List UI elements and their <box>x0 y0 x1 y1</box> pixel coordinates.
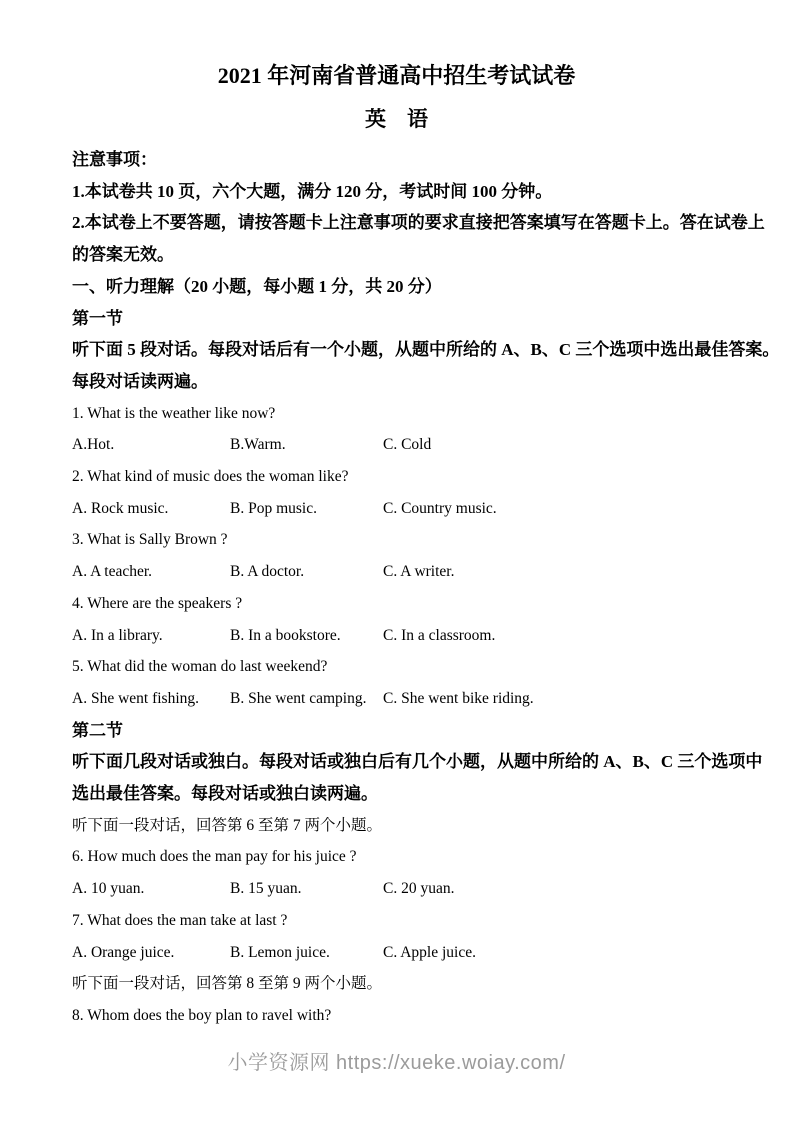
option-b: B. 15 yuan. <box>230 880 302 898</box>
option-a: A. 10 yuan. <box>72 880 145 898</box>
option-a: A. In a library. <box>72 626 163 644</box>
exam-content <box>72 0 780 1032</box>
notice-heading: 注意事项： <box>72 150 157 169</box>
part-1-instruction-line-1: 听下面 5 段对话。每段对话后有一个小题，从题中所给的 A、B、C 三个选项中选出最佳答案。 <box>72 340 780 360</box>
option-c: C. In a classroom. <box>383 626 496 644</box>
option-b: B. Lemon juice. <box>230 943 330 961</box>
question-7: 7. What does the man take at last ? <box>72 911 288 929</box>
question-2-options <box>72 493 721 525</box>
question-5-options <box>72 683 721 715</box>
question-7-options <box>72 937 721 969</box>
dialog-note-q8-q9: 听下面一段对话，回答第 8 至第 9 两个小题。 <box>72 975 383 993</box>
option-b: B. In a bookstore. <box>230 626 341 644</box>
notice-item-2-line-2: 的答案无效。 <box>72 245 174 265</box>
option-a: A. Rock music. <box>72 499 169 517</box>
question-2: 2. What kind of music does the woman like? <box>72 468 349 486</box>
option-a: A. Orange juice. <box>72 943 175 961</box>
notice-item-2-line-1: 2.本试卷上不要答题，请按答题卡上注意事项的要求直接把答案填写在答题卡上。答在试卷上 <box>72 213 765 233</box>
option-b: B. She went camping. <box>230 689 367 707</box>
option-c: C. Country music. <box>383 499 497 517</box>
option-c: C. 20 yuan. <box>383 880 455 898</box>
exam-body <box>72 144 780 1032</box>
option-b: B.Warm. <box>230 436 286 454</box>
exam-title: 2021 年河南省普通高中招生考试试卷 <box>217 63 576 88</box>
option-a: A. A teacher. <box>72 563 153 581</box>
question-6: 6. How much does the man pay for his juice ? <box>72 848 357 866</box>
option-c: C. Cold <box>383 436 432 454</box>
question-3: 3. What is Sally Brown ? <box>72 531 228 549</box>
question-4: 4. Where are the speakers ? <box>72 594 243 612</box>
part-1-instruction-line-2: 每段对话读两遍。 <box>72 371 208 391</box>
question-8: 8. Whom does the boy plan to ravel with? <box>72 1006 332 1024</box>
notice-item-1: 1.本试卷共 10 页，六个大题，满分 120 分，考试时间 100 分钟。 <box>72 181 553 201</box>
watermark-text: 小学资源网 https://xueke.woiay.com/ <box>227 1052 566 1074</box>
part-2-instruction-line-1: 听下面几段对话或独白。每段对话或独白后有几个小题，从题中所给的 A、B、C 三个选项中 <box>72 752 763 772</box>
option-c: C. Apple juice. <box>383 943 476 961</box>
option-c: C. She went bike riding. <box>383 689 534 707</box>
section-1-heading: 一、听力理解（20 小题，每小题 1 分，共 20 分） <box>72 276 442 296</box>
question-4-options <box>72 620 721 652</box>
part-2-instruction-line-2: 选出最佳答案。每段对话或独白读两遍。 <box>72 784 378 804</box>
question-5: 5. What did the woman do last weekend? <box>72 658 328 676</box>
option-b: B. Pop music. <box>230 499 317 517</box>
question-3-options <box>72 556 721 588</box>
option-c: C. A writer. <box>383 563 455 581</box>
question-1: 1. What is the weather like now? <box>72 404 276 422</box>
part-2-heading: 第二节 <box>72 720 123 740</box>
option-a: A. She went fishing. <box>72 689 200 707</box>
option-a: A.Hot. <box>72 436 115 454</box>
option-b: B. A doctor. <box>230 563 305 581</box>
part-1-heading: 第一节 <box>72 308 123 328</box>
subject-title: 英 语 <box>365 107 428 131</box>
question-1-options <box>72 429 721 461</box>
dialog-note-q6-q7: 听下面一段对话，回答第 6 至第 7 两个小题。 <box>72 816 383 834</box>
question-6-options <box>72 873 721 905</box>
